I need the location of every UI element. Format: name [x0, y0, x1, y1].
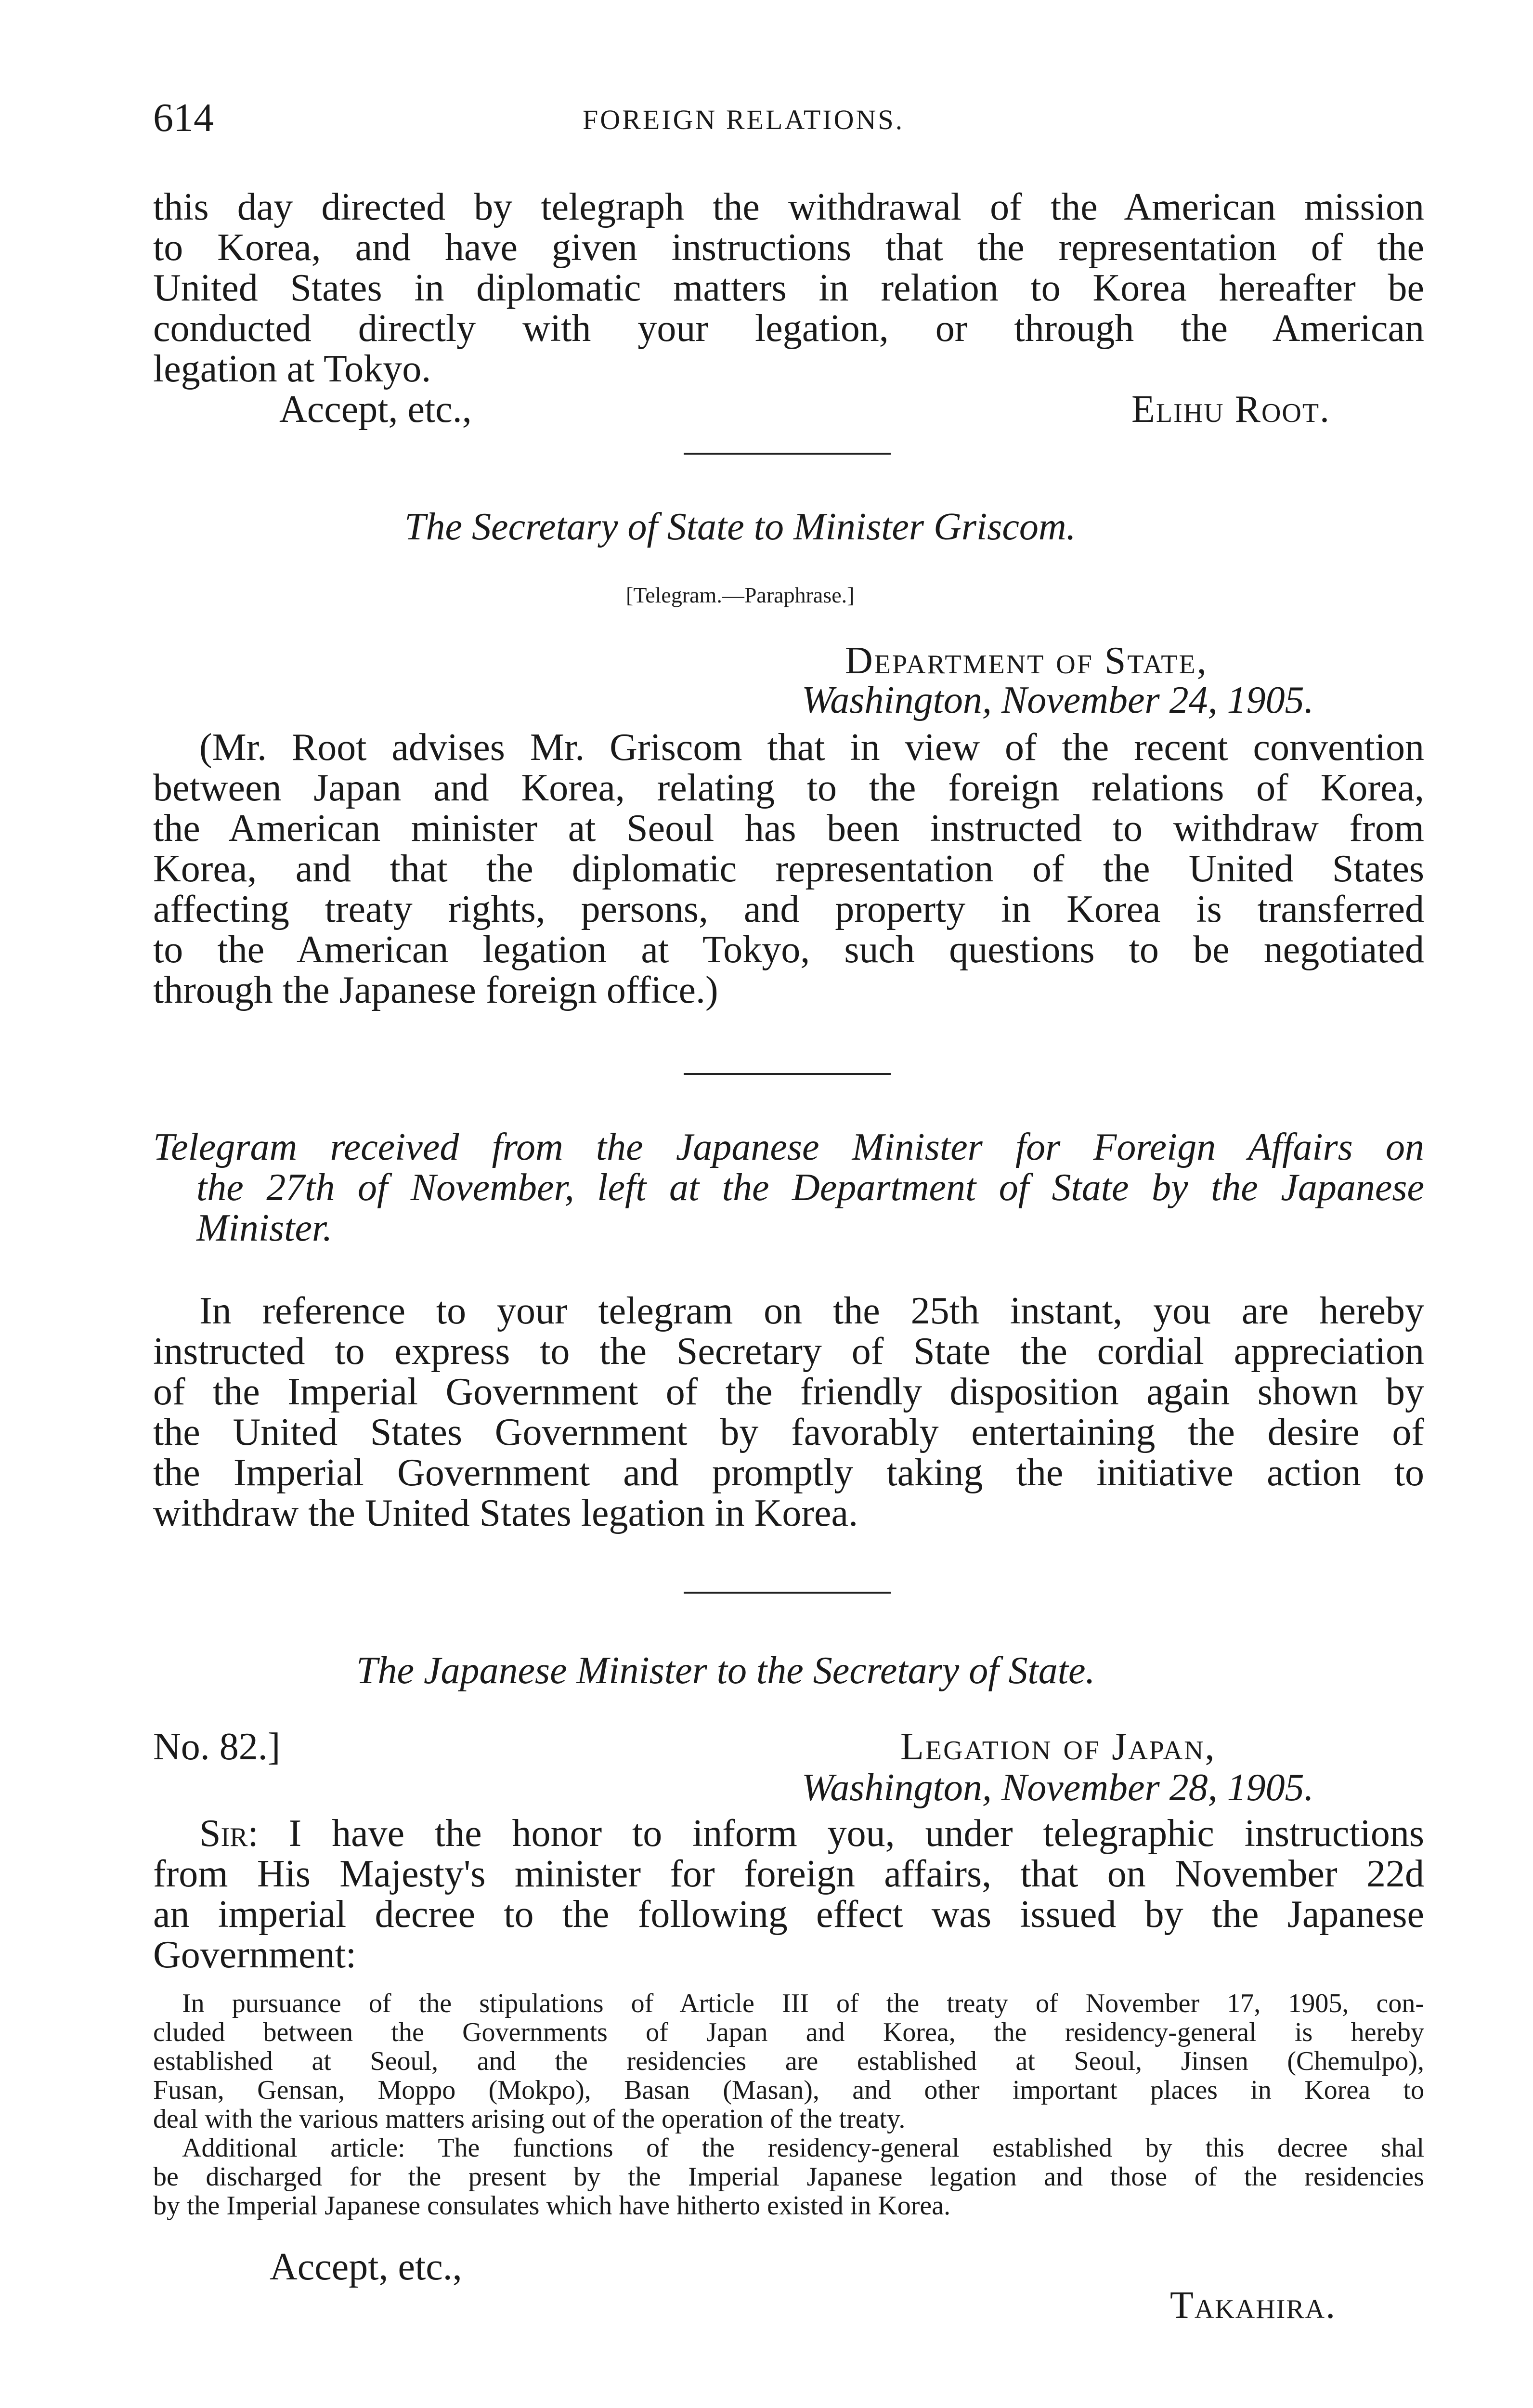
text-line: withdraw the United States legation in Korea. [153, 1492, 858, 1534]
text-line: (Mr. Root advises Mr. Griscom that in view of the recent convention [199, 726, 1424, 769]
quote-line: be discharged for the present by the Imperial Japanese legation and those of the residencies [153, 2162, 1424, 2192]
quote-line: Fusan, Gensan, Moppo (Mokpo), Basan (Masan), and other important places in Korea to [153, 2075, 1424, 2105]
telegram-heading [153, 1127, 1424, 1248]
salutation: Sir: [199, 1812, 259, 1855]
text-line: the United States Government by favorably entertaining the desire of [153, 1411, 1424, 1453]
text-line: the American minister at Seoul has been instructed to withdraw from [153, 807, 1424, 850]
letter-continuation [153, 187, 1424, 389]
text-line: to Korea, and have given instructions that the representation of the [153, 226, 1424, 269]
telegram-text [153, 1291, 1424, 1533]
heading-line: Telegram received from the Japanese Minister for Foreign Affairs on [153, 1126, 1424, 1168]
text-line: between Japan and Korea, relating to the foreign relations of Korea, [153, 767, 1424, 809]
text-line: United States in diplomatic matters in relation to Korea hereafter be [153, 267, 1424, 309]
place-line: Department of State, [845, 640, 1208, 682]
telegram-note: [Telegram.—Paraphrase.] [626, 583, 855, 607]
quote-line: cluded between the Governments of Japan and Korea, the residency-general is hereby [153, 2017, 1424, 2047]
section-divider [684, 1592, 891, 1594]
date-line: Washington, November 24, 1905. [802, 679, 1314, 721]
heading-line: the 27th of November, left at the Department of State by the Japanese [196, 1166, 1424, 1209]
page-number: 614 [153, 95, 214, 140]
text-line: Government: [153, 1934, 357, 1976]
section-divider [684, 1073, 891, 1075]
closing: Accept, etc., [270, 2246, 462, 2288]
text-line: to the American legation at Tokyo, such questions to be negotiated [153, 929, 1424, 971]
document-title: The Secretary of State to Minister Griscom. [404, 506, 1076, 548]
quote-line: established at Seoul, and the residencies are established at Seoul, Jinsen (Chemulpo), [153, 2046, 1424, 2076]
text-line: an imperial decree to the following effect was issued by the Japanese [153, 1893, 1424, 1936]
document-title: The Japanese Minister to the Secretary of State. [356, 1649, 1095, 1692]
text-line: from His Majesty's minister for foreign affairs, that on November 22d [153, 1853, 1424, 1895]
document-number: No. 82.] [153, 1726, 281, 1768]
closing: Accept, etc., [279, 388, 472, 431]
quote-line: Additional article: The functions of the residency-general established by this decree shal [182, 2133, 1424, 2163]
section-divider [684, 453, 891, 455]
text-line: instructed to express to the Secretary of State the cordial appreciation [153, 1330, 1424, 1373]
text-line: legation at Tokyo. [153, 348, 431, 390]
decree-quote [153, 1989, 1424, 2220]
heading-line: Minister. [196, 1207, 333, 1249]
place-line: Legation of Japan, [900, 1726, 1216, 1768]
telegram-paraphrase [153, 727, 1424, 1010]
text-line: the Imperial Government and promptly taking the initiative action to [153, 1452, 1424, 1494]
text-line: of the Imperial Government of the friendly disposition again shown by [153, 1371, 1424, 1413]
text-line [153, 1813, 1424, 1854]
quote-line: by the Imperial Japanese consulates which have hitherto existed in Korea. [153, 2191, 951, 2221]
quote-line: In pursuance of the stipulations of Article III of the treaty of November 17, 1905, con- [182, 1989, 1424, 2018]
text-line: through the Japanese foreign office.) [153, 969, 718, 1011]
date-line: Washington, November 28, 1905. [802, 1767, 1314, 1809]
quote-line: deal with the various matters arising out of the operation of the treaty. [153, 2104, 906, 2134]
text-line: this day directed by telegraph the withdrawal of the American mission [153, 186, 1424, 228]
text-line: affecting treaty rights, persons, and property in Korea is transferred [153, 888, 1424, 930]
running-title: FOREIGN RELATIONS. [583, 104, 905, 135]
text-line: In reference to your telegram on the 25th instant, you are hereby [199, 1290, 1424, 1332]
signature: Elihu Root. [1131, 388, 1331, 431]
text-line: Korea, and that the diplomatic representation of the United States [153, 848, 1424, 890]
signature: Takahira. [1170, 2284, 1337, 2327]
text-line: conducted directly with your legation, or through the American [153, 307, 1424, 350]
text-fragment: I have the honor to inform you, under telegraphic instructions [288, 1812, 1425, 1855]
letter-body [153, 1813, 1424, 1975]
